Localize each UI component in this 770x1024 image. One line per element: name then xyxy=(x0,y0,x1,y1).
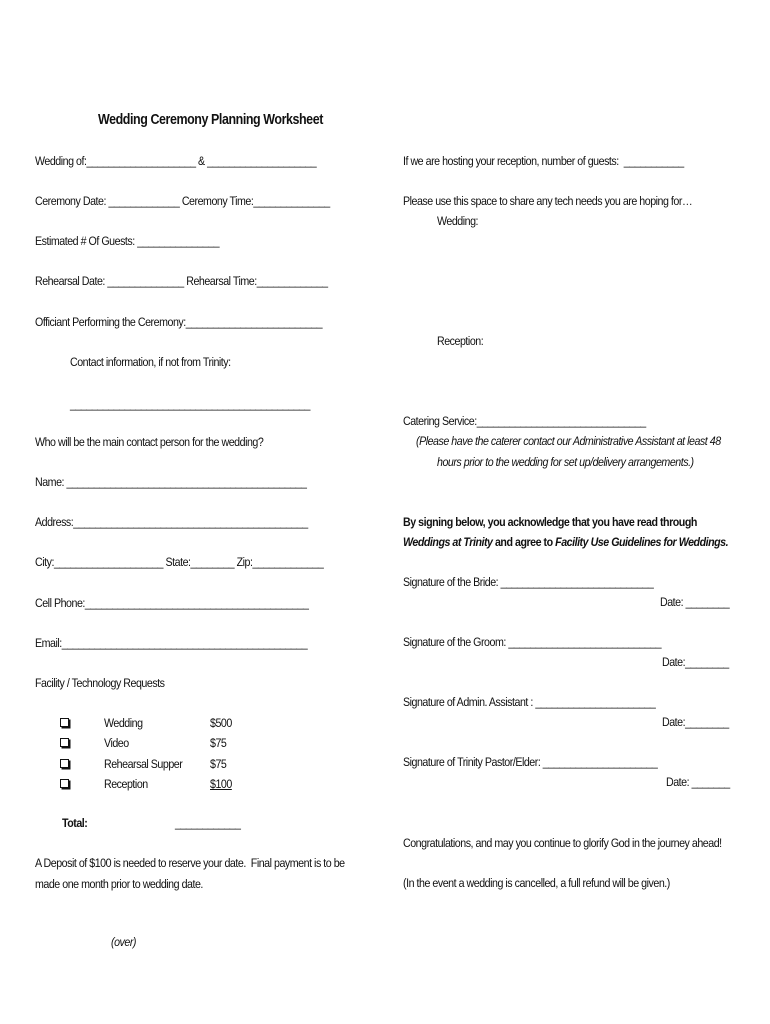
tech-needs-prompt: Please use this space to share any tech needs you are hoping for… xyxy=(403,194,693,208)
caterer-note-line1: (Please have the caterer contact our Administrative Assistant at least 48 xyxy=(416,434,721,448)
refund-note: (In the event a wedding is cancelled, a full refund will be given.) xyxy=(403,876,670,890)
date-admin-field[interactable]: Date:________ xyxy=(662,715,729,729)
date-pastor-field[interactable]: Date: _______ xyxy=(666,775,730,789)
request-rehearsal-supper-label: Rehearsal Supper xyxy=(104,757,183,771)
cell-phone-field[interactable]: Cell Phone:_________________________________________ xyxy=(35,596,309,610)
request-video-label: Video xyxy=(104,736,129,750)
checkbox-video[interactable] xyxy=(60,738,69,747)
acknowledgement-line2 xyxy=(403,535,728,550)
signature-pastor-field[interactable]: Signature of Trinity Pastor/Elder: _____________________ xyxy=(403,755,658,769)
date-bride-field[interactable]: Date: ________ xyxy=(660,595,730,609)
name-field[interactable]: Name: ____________________________________________ xyxy=(35,475,307,489)
signature-admin-field[interactable]: Signature of Admin. Assistant : ______________________ xyxy=(403,695,656,709)
congratulations-text: Congratulations, and may you continue to glorify God in the journey ahead! xyxy=(403,836,722,850)
deposit-text-line1: A Deposit of $100 is needed to reserve your date. Final payment is to be xyxy=(35,856,345,870)
request-reception-label: Reception xyxy=(104,777,148,791)
facility-guidelines-title: Facility Use Guidelines for Weddings. xyxy=(555,535,729,549)
signature-groom-field[interactable]: Signature of the Groom: ____________________________ xyxy=(403,635,662,649)
request-wedding-label: Wedding xyxy=(104,716,143,730)
request-video-price: $75 xyxy=(210,736,227,750)
page-title: Wedding Ceremony Planning Worksheet xyxy=(98,112,323,128)
acknowledgement-connector: and agree to xyxy=(492,535,556,549)
contact-info-line[interactable]: ____________________________________________ xyxy=(70,397,310,411)
wedding-of-field[interactable]: Wedding of:____________________ & ____________________ xyxy=(35,154,317,168)
contact-info-label: Contact information, if not from Trinity: xyxy=(70,355,231,369)
total-field[interactable]: ____________ xyxy=(175,816,241,830)
facility-heading: Facility / Technology Requests xyxy=(35,676,165,690)
reception-guests-field[interactable]: If we are hosting your reception, number of guests: ___________ xyxy=(403,154,684,168)
catering-field[interactable]: Catering Service:_______________________________ xyxy=(403,414,646,428)
signature-bride-field[interactable]: Signature of the Bride: ____________________________ xyxy=(403,575,654,589)
weddings-at-trinity-title: Weddings at Trinity xyxy=(403,535,493,549)
main-contact-question: Who will be the main contact person for the wedding? xyxy=(35,435,264,449)
over-note: (over) xyxy=(111,935,136,949)
request-wedding-price: $500 xyxy=(210,716,232,730)
checkbox-reception[interactable] xyxy=(60,779,69,788)
acknowledgement-line1: By signing below, you acknowledge that you have read through xyxy=(403,515,697,529)
tech-wedding-label: Wedding: xyxy=(437,214,479,228)
checkbox-rehearsal-supper[interactable] xyxy=(60,759,69,768)
caterer-note-line2: hours prior to the wedding for set up/delivery arrangements.) xyxy=(437,455,694,469)
officiant-field[interactable]: Officiant Performing the Ceremony:_________________________ xyxy=(35,315,323,329)
tech-reception-label: Reception: xyxy=(437,334,484,348)
city-state-zip-field[interactable]: City:____________________ State:________ Zip:_____________ xyxy=(35,555,324,569)
address-field[interactable]: Address:___________________________________________ xyxy=(35,515,308,529)
request-reception-price: $100 xyxy=(210,777,232,791)
date-groom-field[interactable]: Date:________ xyxy=(662,655,729,669)
checkbox-wedding[interactable] xyxy=(60,718,69,727)
email-field[interactable]: Email:_____________________________________________ xyxy=(35,636,308,650)
estimated-guests-field[interactable]: Estimated # Of Guests: _______________ xyxy=(35,234,220,248)
ceremony-date-time-field[interactable]: Ceremony Date: _____________ Ceremony Time:______________ xyxy=(35,194,330,208)
rehearsal-date-time-field[interactable]: Rehearsal Date: ______________ Rehearsal Time:_____________ xyxy=(35,274,328,288)
deposit-text-line2: made one month prior to wedding date. xyxy=(35,877,203,891)
total-label: Total: xyxy=(62,816,88,830)
request-rehearsal-supper-price: $75 xyxy=(210,757,227,771)
